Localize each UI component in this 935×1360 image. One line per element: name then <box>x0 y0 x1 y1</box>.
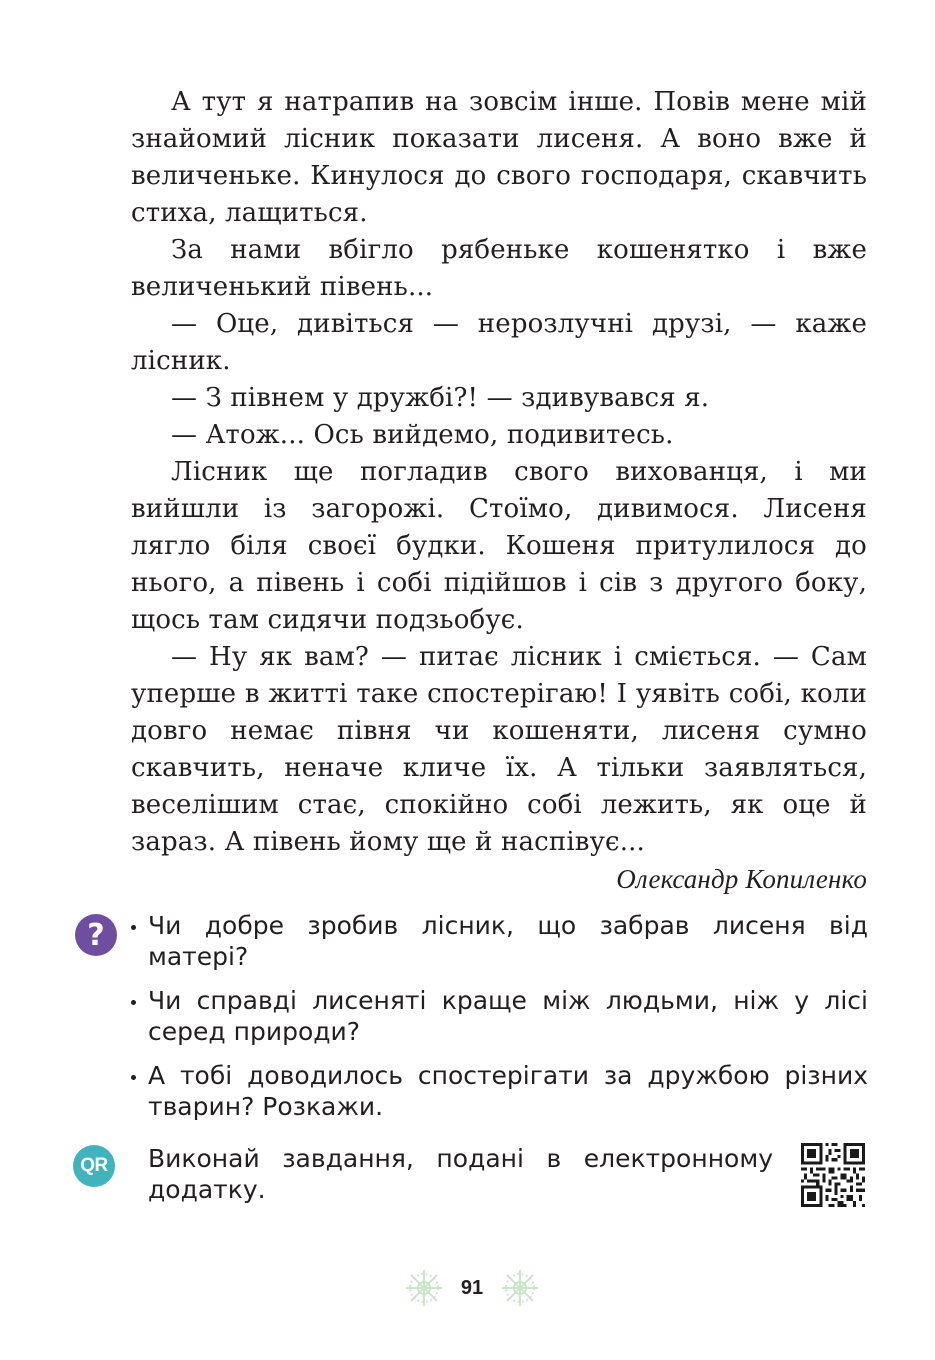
qr-code-icon[interactable] <box>801 1143 865 1207</box>
story-paragraph-2: За нами вбігло рябеньке кошенятко і вже величенький півень... <box>131 235 867 302</box>
qr-task-text: Виконай завдання, подані в електронному додатку. <box>148 1144 773 1204</box>
story-paragraph-1: А тут я натрапив на зовсім інше. Повів мене мій знайомий лісник показати лисеня. А воно вже й величеньке. Кинулося до свого господаря, скавчить стиха, лащиться. <box>131 87 867 228</box>
question-item: А тобі доводилось спостерігати за дружбою різних тварин? Розкажи. <box>128 1060 868 1122</box>
question-icon: ? <box>75 914 117 956</box>
story-paragraph-7: — Ну як вам? — питає лісник і сміється. — Сам уперше в житті таке спостерігаю! І уявіть собі, коли довго немає півня чи кошеняти, лисеня сумно скавчить, неначе кличе їх. А тільки заявляться, веселішим стає, спокійно собі лежить, як оце й зараз. А півень йому ще й наспівує... <box>131 642 867 857</box>
story-text <box>131 84 867 898</box>
question-item: Чи справді лисеняті краще між людьми, ніж у лісі серед природи? <box>128 985 868 1047</box>
story-paragraph-4: — З півнем у дружбі?! — здивувався я. <box>171 383 710 413</box>
flower-ornament-icon <box>500 1268 540 1308</box>
page-footer <box>400 1268 545 1312</box>
question-list <box>128 910 868 1135</box>
story-paragraph-5: — Атож... Ось вийдемо, подивитесь. <box>171 420 674 450</box>
story-paragraph-6: Лісник ще погладив свого вихованця, і ми вийшли із загорожі. Стоїмо, дивимося. Лисеня лягло біля своєї будки. Кошеня притулилося до нього, а півень і собі підійшов і сів з другого боку, щось там сидячи подзьобує. <box>131 457 867 635</box>
question-item: Чи добре зробив лісник, що забрав лисеня від матері? <box>128 910 868 972</box>
story-paragraph-3: — Оце, дивіться — нерозлучні друзі, — каже лісник. <box>131 309 867 376</box>
page-number: 91 <box>460 1277 484 1299</box>
qr-badge-icon: QR <box>73 1145 115 1187</box>
author-name: Олександр Копиленко <box>616 864 867 894</box>
flower-ornament-icon <box>404 1268 444 1308</box>
